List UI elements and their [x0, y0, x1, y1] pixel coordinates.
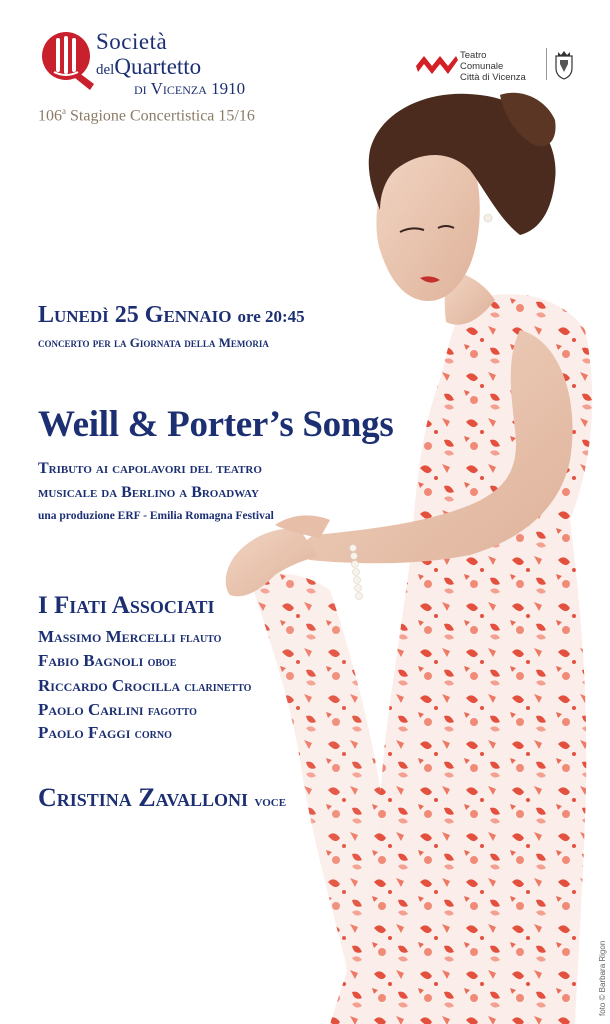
musician-name: Paolo Faggi: [38, 723, 131, 742]
musician-name: Massimo Mercelli: [38, 627, 176, 646]
logo-text: [96, 30, 245, 97]
musician-name: Riccardo Crocilla: [38, 676, 181, 695]
musician-instrument: oboe: [147, 655, 177, 670]
teatro-zigzag-icon: [416, 54, 458, 76]
logo-line1: Società: [96, 29, 168, 54]
ensemble-name: I Fiati Associati: [38, 592, 215, 619]
concert-subtitle-line2: musicale da Berlino a Broadway: [38, 484, 259, 501]
date-text: Lunedì 25 Gennaio: [38, 302, 232, 328]
soloist-instrument: voce: [254, 794, 287, 810]
musician-4: [38, 700, 197, 720]
musician-instrument: clarinetto: [184, 680, 252, 695]
season-superscript: a: [62, 106, 66, 116]
musician-instrument: corno: [134, 727, 172, 742]
musician-3: [38, 676, 251, 696]
logo-line3: di Vicenza 1910: [134, 79, 246, 98]
logo-line2: [96, 55, 245, 78]
teatro-line2: Comunale: [460, 61, 504, 72]
teatro-line1: Teatro: [460, 50, 487, 61]
concert-date: [38, 302, 305, 329]
concert-occasion: concerto per la Giornata della Memoria: [38, 335, 269, 350]
logo-line2-small: del: [96, 62, 115, 78]
production-credit: una produzione ERF - Emilia Romagna Festival: [38, 510, 274, 522]
societa-quartetto-logo: [40, 28, 280, 98]
concert-time: ore 20:45: [237, 307, 305, 326]
musician-1: [38, 627, 221, 647]
musician-name: Paolo Carlini: [38, 700, 144, 719]
musician-5: [38, 723, 172, 743]
season-text: Stagione Concertistica 15/16: [66, 107, 255, 125]
teatro-line3: Città di Vicenza: [460, 72, 526, 83]
musician-name: Fabio Bagnoli: [38, 651, 144, 670]
logo-line2-big: Quartetto: [114, 54, 202, 79]
musician-2: [38, 651, 176, 671]
logo-divider: [546, 48, 547, 80]
photo-credit: foto © Barbara Rigon: [598, 940, 607, 1016]
concert-subtitle-line1: Tributo ai capolavori del teatro: [38, 460, 262, 477]
season-number: 106: [38, 107, 62, 125]
concert-title: Weill & Porter’s Songs: [38, 404, 394, 445]
soloist: [38, 783, 286, 813]
city-crest-icon: [554, 50, 574, 80]
teatro-text: [460, 50, 526, 83]
soloist-name: Cristina Zavalloni: [38, 783, 249, 812]
musician-instrument: fagotto: [147, 704, 197, 719]
season-title: [38, 106, 255, 125]
musician-instrument: flauto: [179, 631, 222, 646]
quartetto-q-logo-icon: [40, 28, 96, 92]
teatro-comunale-logo: [416, 48, 576, 84]
